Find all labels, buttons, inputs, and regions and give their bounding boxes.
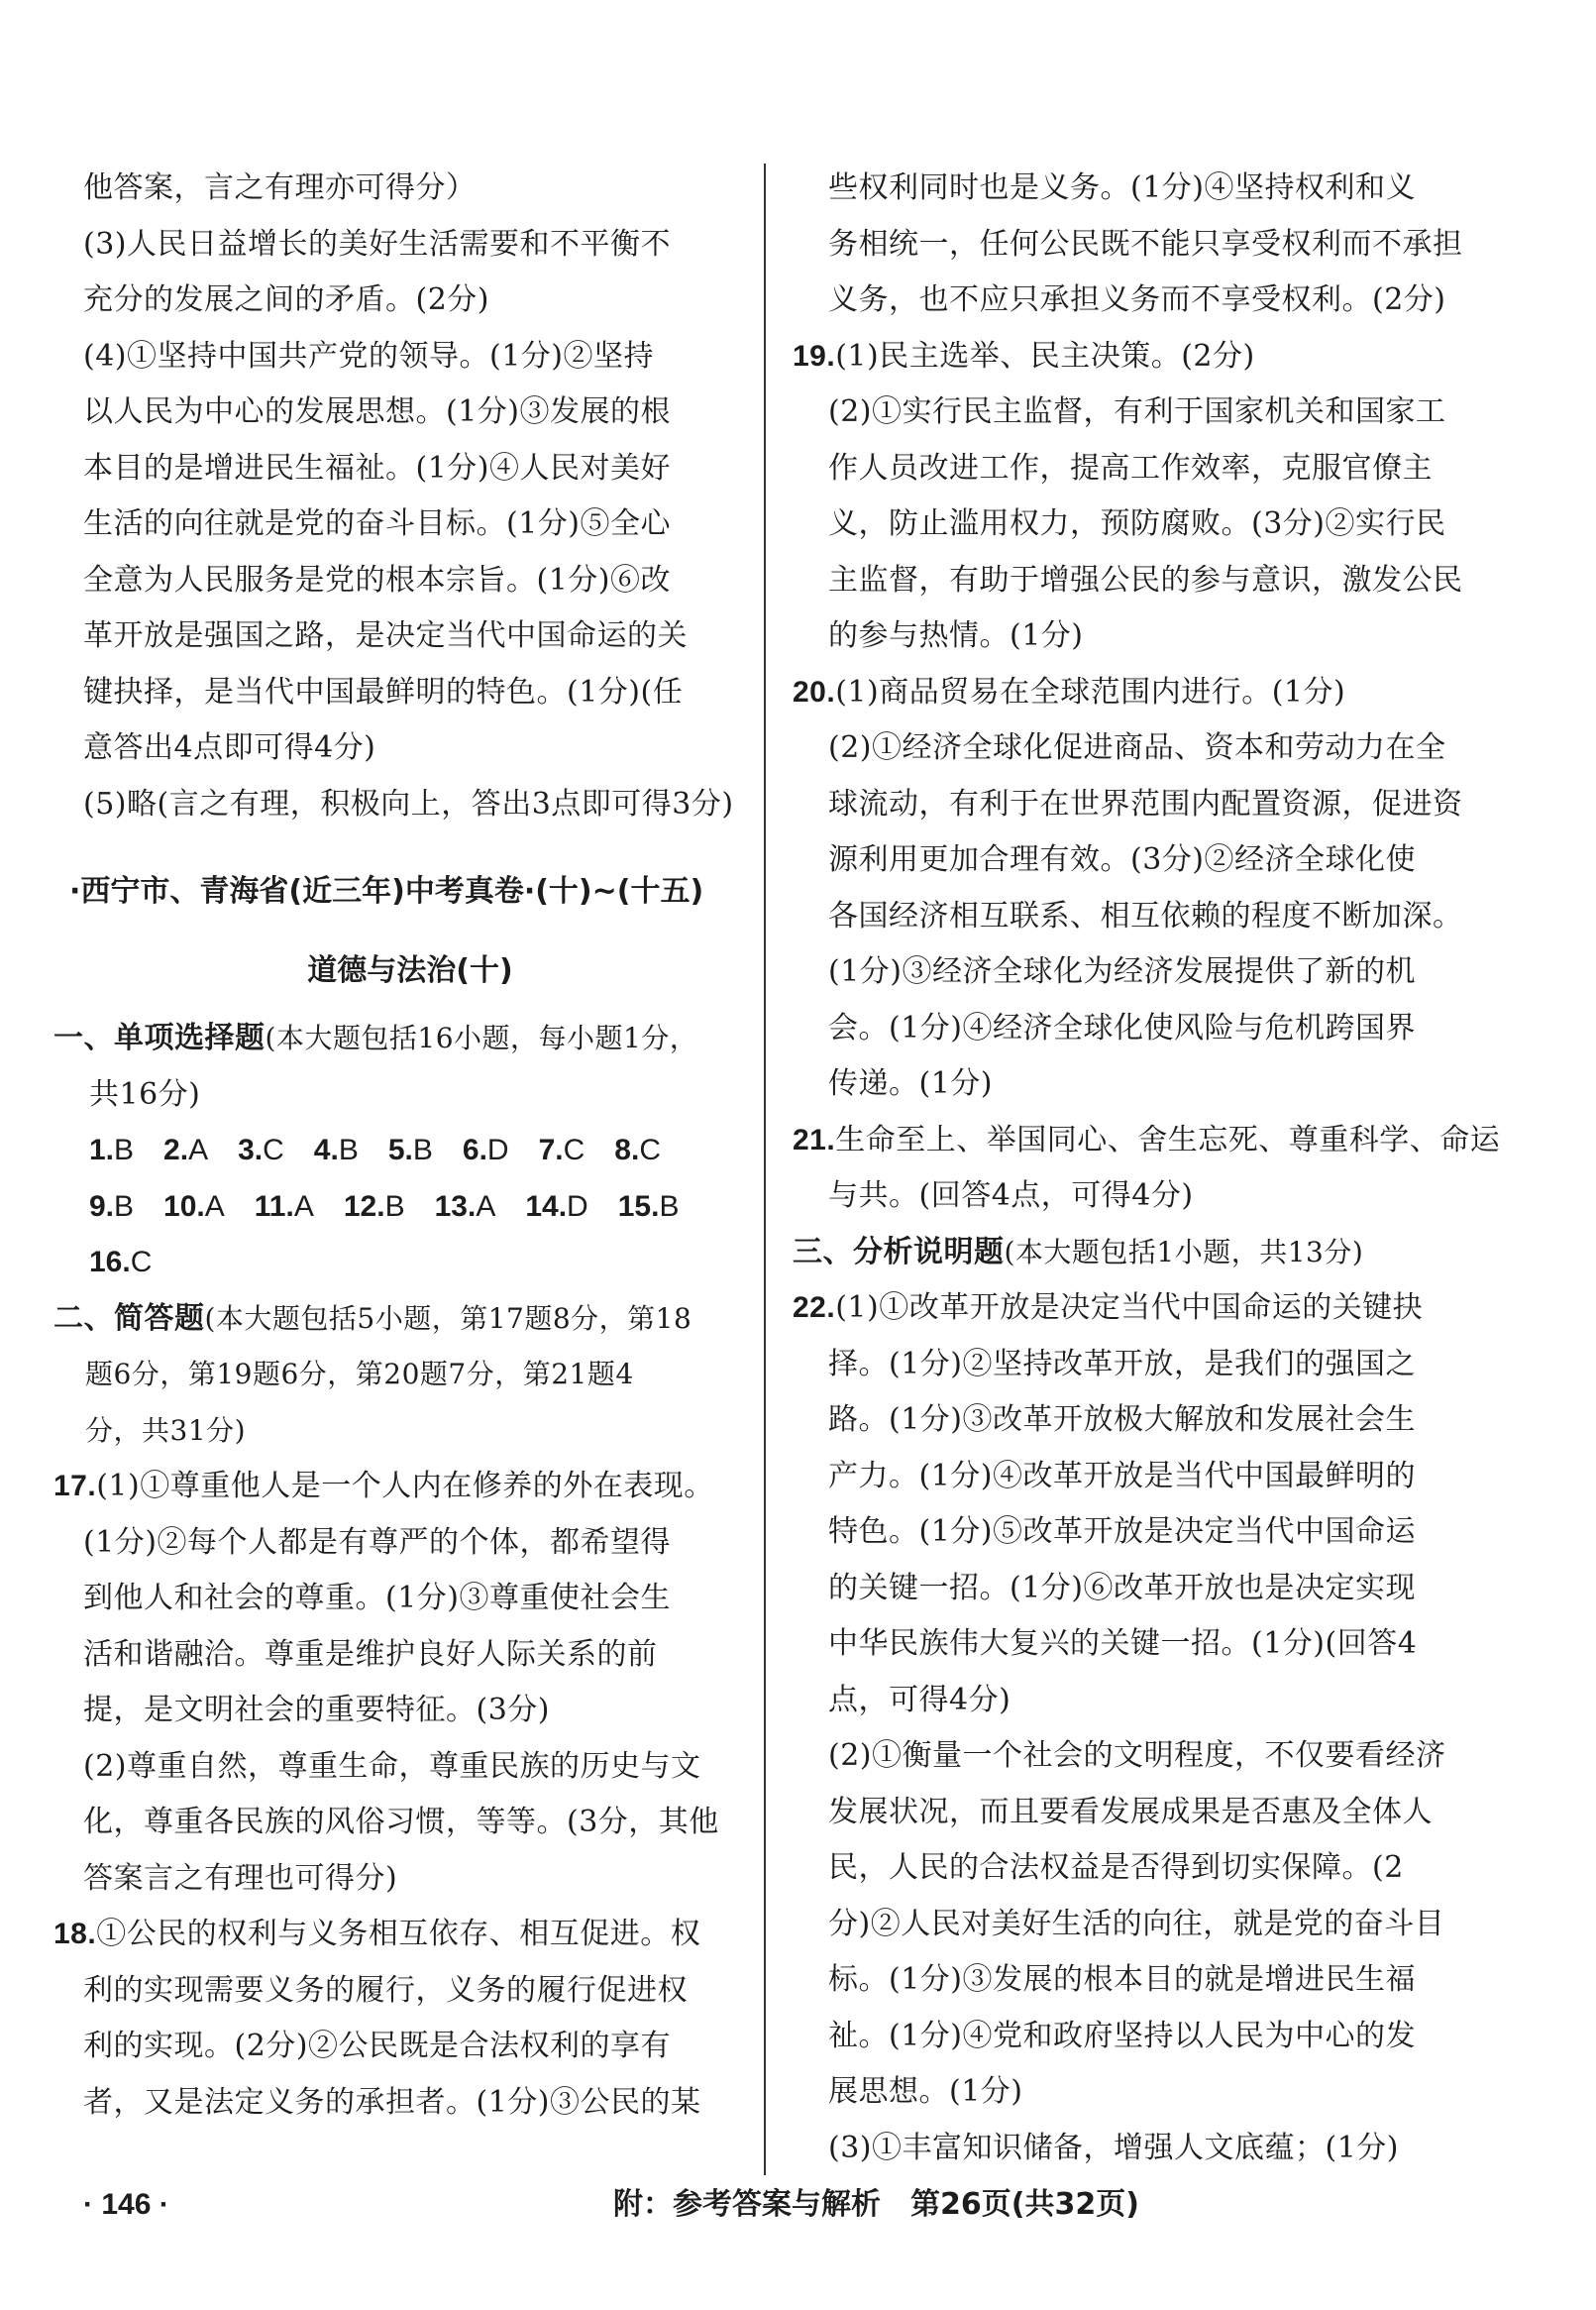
text-line: 利的实现需要义务的履行，义务的履行促进权	[83, 1972, 688, 2008]
text-line: 主监督，有助于增强公民的参与意识，激发公民	[828, 562, 1463, 598]
question-number: 17.	[53, 1470, 97, 1502]
text-line: 化，尊重各民族的风俗习惯，等等。(3分，其他	[83, 1805, 719, 1839]
text-line: 者，又是法定义务的承担者。(1分)③公民的某	[83, 2084, 701, 2120]
text-line: 祉。(1分)④党和政府坚持以人民为中心的发	[828, 2018, 1416, 2053]
section-2-title: 二、简答题	[53, 1300, 205, 1336]
text-line: 到他人和社会的尊重。(1分)③尊重使社会生	[83, 1581, 671, 1615]
text-line: (2)①衡量一个社会的文明程度，不仅要看经济	[828, 1738, 1446, 1773]
question-21	[793, 1113, 1501, 1169]
answer-item: 6.D	[462, 1134, 509, 1166]
answer-row	[83, 1123, 737, 1179]
text-line: (1)商品贸易在全球范围内进行。(1分)	[835, 674, 1346, 710]
text-line: 作人员改进工作，提高工作效率，克服官僚主	[828, 450, 1433, 486]
section-banner: ·西宁市、青海省(近三年)中考真卷·(十)~(十五)	[69, 874, 704, 909]
text-line: 源利用更加合理有效。(3分)②经济全球化使	[828, 842, 1416, 877]
question-number: 20.	[793, 675, 836, 709]
answer-item: 4.B	[313, 1134, 359, 1166]
text-line: 提，是文明社会的重要特征。(3分)	[83, 1693, 550, 1727]
answer-row	[83, 1235, 737, 1291]
footer-title: 附：参考答案与解析 第26页(共32页)	[613, 2187, 1139, 2222]
text-line: 义，防止滥用权力，预防腐败。(3分)②实行民	[828, 506, 1446, 541]
question-number: 19.	[793, 339, 836, 373]
text-line: 生活的向往就是党的奋斗目标。(1分)⑤全心	[83, 506, 671, 541]
section-3-note: (本大题包括1小题，共13分)	[1004, 1235, 1364, 1268]
text-line: 键抉择，是当代中国最鲜明的特色。(1分)(任	[83, 674, 684, 710]
text-line: 利的实现。(2分)②公民既是合法权利的享有	[83, 2029, 671, 2063]
section-2-header	[53, 1291, 737, 1348]
question-17	[53, 1459, 737, 1515]
text-line: 全意为人民服务是党的根本宗旨。(1分)⑥改	[83, 562, 671, 598]
section-1-header	[53, 1011, 737, 1067]
answer-item: 5.B	[387, 1134, 433, 1166]
answer-item: 3.C	[238, 1134, 284, 1166]
text-line: 传递。(1分)	[828, 1066, 993, 1101]
text-line: (1)①尊重他人是一个人内在修养的外在表现。	[96, 1469, 714, 1503]
text-line: 义务，也不应只承担义务而不享受权利。(2分)	[828, 282, 1446, 317]
section-1-note: (本大题包括16小题，每小题1分，	[265, 1022, 698, 1054]
section-2-note-cont: 题6分，第19题6分，第20题7分，第21题4	[85, 1358, 634, 1390]
text-line: (1分)③经济全球化为经济发展提供了新的机	[828, 954, 1416, 989]
column-divider	[764, 164, 766, 2175]
text-line: 务相统一，任何公民既不能只享受权利而不承担	[828, 226, 1463, 262]
question-18	[53, 1907, 737, 1963]
text-line: 特色。(1分)⑤改革开放是决定当代中国命运	[828, 1514, 1416, 1549]
question-19	[793, 329, 1446, 385]
text-line: 他答案，言之有理亦可得分）	[83, 170, 477, 205]
answer-row	[83, 1179, 737, 1236]
answer-item: 10.A	[163, 1189, 225, 1223]
answer-item: 9.B	[89, 1189, 135, 1223]
text-line: (4)①坚持中国共产党的领导。(1分)②坚持	[83, 338, 654, 374]
answer-item: 7.C	[538, 1134, 585, 1166]
text-line: 的参与热情。(1分)	[828, 618, 1084, 653]
question-number: 18.	[53, 1918, 97, 1950]
text-line: 些权利同时也是义务。(1分)④坚持权利和义	[828, 170, 1416, 205]
answer-item: 14.D	[525, 1189, 588, 1223]
text-line: 中华民族伟大复兴的关键一招。(1分)(回答4	[828, 1626, 1418, 1661]
text-line: 民，人民的合法权益是否得到切实保障。(2	[828, 1850, 1404, 1885]
section-2-note: (本大题包括5小题，第17题8分，第18	[204, 1301, 692, 1335]
left-column	[53, 161, 737, 2131]
text-line: 革开放是强国之路，是决定当代中国命运的关	[83, 618, 688, 653]
text-line: 与共。(回答4点，可得4分)	[828, 1178, 1194, 1213]
question-22	[793, 1280, 1446, 1337]
answer-item: 8.C	[614, 1134, 661, 1166]
text-line: (1)①改革开放是决定当代中国命运的关键抉	[835, 1290, 1424, 1325]
question-number: 21.	[793, 1123, 836, 1156]
answer-item: 12.B	[343, 1189, 405, 1223]
answer-item: 11.A	[254, 1189, 314, 1223]
text-line: (3)①丰富知识储备，增强人文底蕴；(1分)	[828, 2130, 1399, 2165]
section-1-note-cont: 共16分)	[89, 1076, 201, 1112]
text-line: (1分)②每个人都是有尊严的个体，都希望得	[83, 1524, 671, 1560]
text-line: 会。(1分)④经济全球化使风险与危机跨国界	[828, 1010, 1416, 1045]
text-line: 分)②人民对美好生活的向往，就是党的奋斗目	[828, 1906, 1445, 1941]
question-number: 22.	[793, 1291, 836, 1324]
text-line: 答案言之有理也可得分)	[83, 1860, 398, 1896]
text-line: 意答出4点即可得4分)	[83, 730, 376, 765]
text-line: (1)民主选举、民主决策。(2分)	[835, 338, 1255, 374]
text-line: 活和谐融洽。尊重是维护良好人际关系的前	[83, 1636, 658, 1672]
right-column	[793, 161, 1501, 2176]
section-2-note-cont: 分，共31分)	[85, 1413, 247, 1447]
text-line: (3)人民日益增长的美好生活需要和不平衡不	[83, 226, 671, 262]
answer-item: 1.B	[89, 1134, 135, 1166]
text-line: 展思想。(1分)	[828, 2074, 1023, 2109]
text-line: (2)①实行民主监督，有利于国家机关和国家工	[828, 394, 1446, 429]
text-line: (2)尊重自然，尊重生命，尊重民族的历史与文	[83, 1748, 701, 1784]
text-line: (5)略(言之有理，积极向上，答出3点即可得3分)	[83, 786, 734, 822]
exam-subtitle: 道德与法治(十)	[307, 953, 513, 988]
text-line: 充分的发展之间的矛盾。(2分)	[83, 282, 489, 317]
answer-item: 13.A	[434, 1189, 496, 1223]
answer-item: 16.C	[89, 1246, 153, 1278]
text-line: ①公民的权利与义务相互依存、相互促进。权	[96, 1917, 701, 1951]
text-line: 生命至上、举国同心、舍生忘死、尊重科学、命运	[835, 1122, 1501, 1157]
text-line: 标。(1分)③发展的根本目的就是增进民生福	[828, 1962, 1416, 1997]
spacer	[83, 832, 737, 862]
text-line: 的关键一招。(1分)⑥改革开放也是决定实现	[828, 1570, 1416, 1605]
section-1-title: 一、单项选择题	[53, 1021, 266, 1055]
text-line: (2)①经济全球化促进商品、资本和劳动力在全	[828, 730, 1446, 765]
text-line: 本目的是增进民生福祉。(1分)④人民对美好	[83, 450, 671, 486]
text-line: 点，可得4分)	[828, 1682, 1011, 1717]
answer-item: 15.B	[617, 1189, 680, 1223]
text-line: 以人民为中心的发展思想。(1分)③发展的根	[83, 394, 671, 429]
text-line: 路。(1分)③改革开放极大解放和发展社会生	[828, 1402, 1416, 1437]
section-3-header	[793, 1225, 1446, 1281]
section-3-title: 三、分析说明题	[793, 1234, 1005, 1269]
text-line: 各国经济相互联系、相互依赖的程度不断加深。	[828, 898, 1463, 934]
text-line: 球流动，有利于在世界范围内配置资源，促进资	[828, 786, 1463, 822]
text-line: 择。(1分)②坚持改革开放，是我们的强国之	[828, 1346, 1416, 1381]
page-number: · 146 ·	[83, 2188, 169, 2221]
question-20	[793, 665, 1446, 721]
page-footer	[83, 2175, 1450, 2235]
text-line: 产力。(1分)④改革开放是当代中国最鲜明的	[828, 1458, 1416, 1493]
text-line: 发展状况，而且要看发展成果是否惠及全体人	[828, 1794, 1433, 1829]
answer-item: 2.A	[163, 1134, 209, 1166]
